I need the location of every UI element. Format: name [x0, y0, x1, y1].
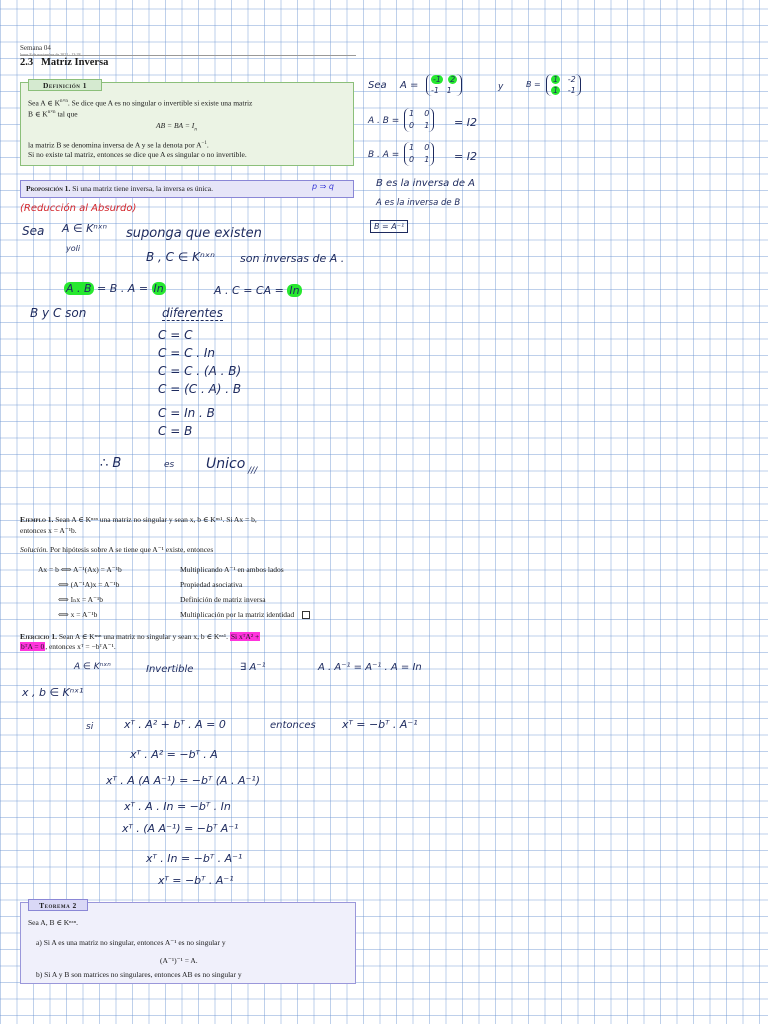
example-line1: Ejemplo 1. Sean A ∈ Kⁿˣⁿ una matriz no singular y sean x, b ∈ Kⁿˣ¹. Si Ax = b, — [20, 515, 257, 524]
matrix-ab-result: 1 0 0 1 — [404, 108, 434, 132]
date-label: lunes 8 de noviembre de 2021 · 13:28 — [20, 52, 81, 57]
example-step-4-reason: Multiplicación por la matriz identidad — [180, 610, 310, 620]
proof-b-y-c: B y C son — [30, 306, 87, 320]
theorem-label: Teorema 2 — [28, 899, 88, 911]
week-label: Semana 04 — [20, 44, 51, 52]
exercise-invertible: Invertible — [146, 664, 194, 675]
proof-therefore: ∴ B — [100, 456, 122, 471]
proof-step-2: C = C . In — [158, 346, 216, 360]
exercise-entonces: entonces — [270, 720, 316, 731]
definition-line3: la matriz B se denomina inversa de A y se la denota por $A^{-1}$. — [28, 140, 209, 150]
matrix-b: 1 -2 1 -1 — [546, 74, 581, 96]
exercise-xb-in: x , b ∈ Kⁿˣ¹ — [22, 686, 84, 699]
exercise-exists: ∃ A⁻¹ — [240, 662, 266, 673]
matrix-a: -1 2 -1 1 — [426, 74, 462, 96]
note-b-eq: B = — [526, 80, 541, 89]
proof-eq-ac: A . C = CA = In — [214, 284, 300, 297]
example-line2: entonces x = A⁻¹b. — [20, 526, 77, 535]
theorem-item-a-eq: (A⁻¹)⁻¹ = A. — [160, 956, 198, 965]
example-step-1-lhs: Ax = b ⟺ A⁻¹(Ax) = A⁻¹b — [38, 565, 122, 574]
note-boxed-result: B = A⁻¹ — [370, 220, 408, 233]
proof-step-5: C = In . B — [158, 406, 215, 420]
proof-suponga: suponga que existen — [126, 226, 262, 241]
note-ba: B . A = — [368, 150, 400, 160]
proposition-text: Proposición 1. Si una matriz tiene inversa, la inversa es única. — [26, 184, 213, 193]
qed-box — [302, 611, 310, 619]
definition-line2: B ∈ $K^{n\times n}$ tal que — [28, 109, 78, 119]
example-step-2-lhs: ⟺ (A⁻¹A)x = A⁻¹b — [58, 580, 120, 589]
example-step-3-lhs: ⟺ Iₙx = A⁻¹b — [58, 595, 104, 604]
theorem-line1: Sea A, B ∈ Kⁿˣⁿ. — [28, 918, 78, 927]
exercise-step-2: xᵀ . A (A A⁻¹) = −bᵀ (A . A⁻¹) — [106, 774, 261, 787]
exercise-text: Ejercicio 1. Sean A ∈ Kⁿˣⁿ una matriz no singular y sean x, b ∈ Kⁿˣ¹. Si xᵀA² + bᵀA = 0, entonces xᵀ = −bᵀA⁻¹. — [20, 632, 260, 651]
note-sea: Sea — [368, 80, 387, 91]
exercise-step-1: xᵀ . A² = −bᵀ . A — [130, 748, 218, 761]
note-a-inverse: A es la inversa de B — [376, 198, 461, 208]
theorem-item-a: a) Si A es una matriz no singular, entonces A⁻¹ es no singular y — [36, 938, 226, 947]
proof-step-3: C = C . (A . B) — [158, 364, 242, 378]
exercise-step-6: xᵀ = −bᵀ . A⁻¹ — [158, 874, 234, 887]
exercise-step-4: xᵀ . (A A⁻¹) = −bᵀ A⁻¹ — [122, 822, 239, 835]
proof-eq-ab: A . B = B . A = In — [66, 282, 164, 295]
proof-method: (Reducción al Absurdo) — [20, 203, 137, 214]
proof-step-4: C = (C . A) . B — [158, 382, 242, 396]
note-ab: A . B = — [368, 116, 400, 126]
proof-son-inversas: son inversas de A . — [240, 252, 345, 265]
header-rule — [20, 55, 356, 56]
theorem-item-b: b) Si A y B son matrices no singulares, entonces AB es no singular y — [36, 970, 242, 979]
note-b-inverse: B es la inversa de A — [376, 178, 475, 189]
exercise-result: xᵀ = −bᵀ . A⁻¹ — [342, 718, 418, 731]
definition-line1: Sea A ∈ $K^{n\times n}$. Se dice que A es no singular o invertible si existe una matriz — [28, 98, 253, 108]
proof-yoli: yoli — [66, 244, 81, 253]
section-title: 2.3 Matriz Inversa — [20, 57, 109, 68]
proof-unico: Unico — [206, 456, 246, 472]
example-step-1-reason: Multiplicando A⁻¹ en ambos lados — [180, 565, 284, 574]
proof-qed-mark: /// — [248, 466, 258, 476]
proof-bc-in: B , C ∈ Kⁿˣⁿ — [146, 250, 215, 264]
solution-line: Solución. Por hipótesis sobre A se tiene que A⁻¹ existe, entonces — [20, 545, 214, 554]
definition-label: Definición 1 — [28, 79, 102, 91]
proposition-note: p ⇒ q — [312, 182, 334, 191]
note-eq-i2-2: = I2 — [454, 150, 477, 163]
exercise-step-5: xᵀ . In = −bᵀ . A⁻¹ — [146, 852, 243, 865]
exercise-a-in: A ∈ Kⁿˣⁿ — [74, 662, 111, 672]
example-step-4-lhs: ⟺ x = A⁻¹b — [58, 610, 98, 619]
exercise-step-3: xᵀ . A . In = −bᵀ . In — [124, 800, 231, 813]
matrix-ba-result: 1 0 0 1 — [404, 142, 434, 166]
exercise-si: si — [86, 722, 94, 732]
proof-es: es — [164, 460, 175, 470]
example-step-2-reason: Propiedad asociativa — [180, 580, 243, 589]
note-a-eq: A = — [400, 80, 419, 91]
note-y: y — [498, 82, 504, 92]
proof-sea: Sea — [22, 224, 45, 238]
proof-step-6: C = B — [158, 424, 193, 438]
exercise-condition: xᵀ . A² + bᵀ . A = 0 — [124, 718, 226, 731]
proof-diferentes: diferentes — [162, 306, 223, 320]
exercise-inverse-def: A . A⁻¹ = A⁻¹ . A = In — [318, 662, 422, 673]
definition-line4: Si no existe tal matriz, entonces se dice que A es singular o no invertible. — [28, 150, 247, 159]
note-eq-i2-1: = I2 — [454, 116, 477, 129]
proof-a-in: A ∈ Kⁿˣⁿ — [62, 222, 107, 235]
example-step-3-reason: Definición de matriz inversa — [180, 595, 266, 604]
proof-step-1: C = C — [158, 328, 193, 342]
definition-equation: AB = BA = $I_n$ — [156, 121, 197, 133]
